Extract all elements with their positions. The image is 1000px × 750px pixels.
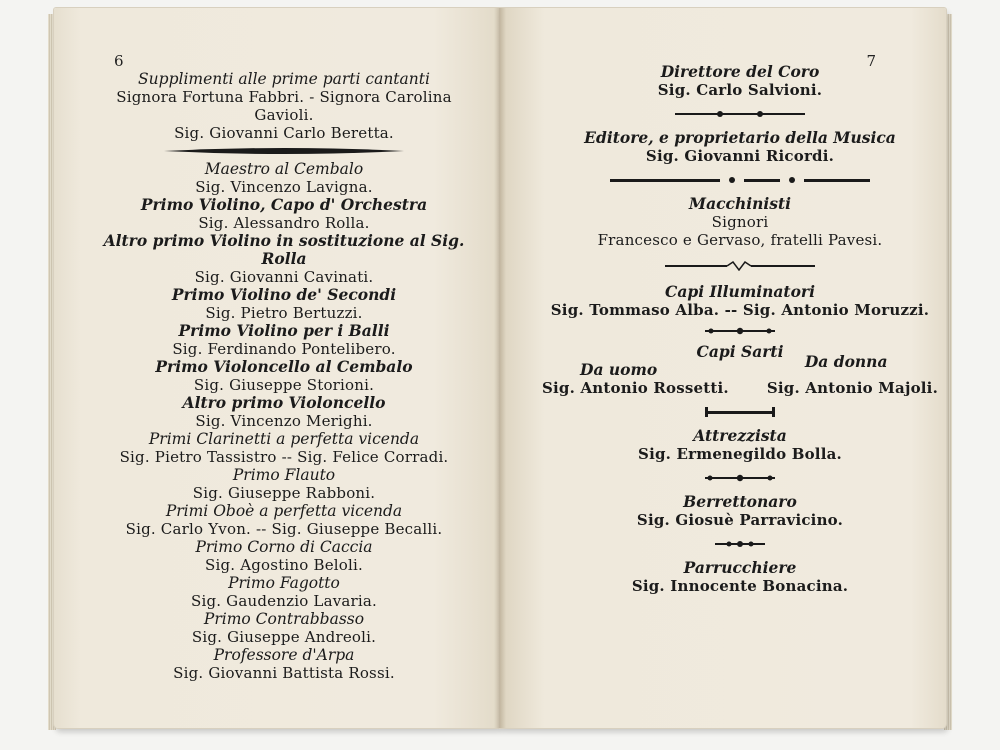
person-name: Sig. Giovanni Battista Rossi. bbox=[173, 664, 395, 682]
right-page-staff-list bbox=[540, 63, 940, 595]
person-name: Sig. Pietro Tassistro -- Sig. Felice Corradi. bbox=[119, 448, 449, 466]
entry-oboe bbox=[94, 502, 474, 538]
role-title: Primo Violino de' Secondi bbox=[171, 285, 397, 304]
person-name: Sig. Vincenzo Merighi. bbox=[195, 412, 373, 430]
role-title: Maestro al Cembalo bbox=[204, 160, 364, 178]
macchinisti-title: Signori bbox=[711, 213, 769, 231]
person-name: Sig. Pietro Bertuzzi. bbox=[205, 304, 363, 322]
entry-primo-violino bbox=[94, 196, 474, 232]
person-name: Signora Fortuna Fabbri. - Signora Carolina Gavioli. bbox=[116, 88, 452, 124]
entry-supplimenti bbox=[94, 70, 474, 142]
sarti-uomo-name: Sig. Antonio Rossetti. bbox=[542, 379, 729, 397]
sarti-uomo bbox=[542, 361, 729, 397]
person-name: Sig. Agostino Beloli. bbox=[205, 556, 363, 574]
ornament-divider bbox=[540, 99, 940, 129]
person-name: Sig. Alessandro Rolla. bbox=[198, 214, 370, 232]
role-title: Primo Violoncello al Cembalo bbox=[155, 357, 413, 376]
role-title: Primo Violino per i Balli bbox=[178, 321, 390, 340]
role-attrezzista: Attrezzista bbox=[693, 426, 787, 445]
right-page bbox=[500, 8, 946, 728]
sarti-donna-name: Sig. Antonio Majoli. bbox=[766, 379, 938, 397]
entry-altro-violoncello bbox=[94, 394, 474, 430]
sarti-uomo-label: Da uomo bbox=[580, 360, 658, 379]
entry-altro-primo-violino bbox=[94, 232, 474, 286]
person-name: Sig. Vincenzo Lavigna. bbox=[195, 178, 373, 196]
entry-flauto bbox=[94, 466, 474, 502]
role-editore: Editore, e proprietario della Musica bbox=[584, 128, 896, 147]
name-attrezzista: Sig. Ermenegildo Bolla. bbox=[638, 445, 842, 463]
role-title: Primo Flauto bbox=[232, 466, 336, 484]
left-page-cast-list bbox=[94, 70, 474, 682]
person-name: Sig. Giovanni Carlo Beretta. bbox=[174, 124, 394, 142]
person-name: Sig. Carlo Yvon. -- Sig. Giuseppe Becalli. bbox=[125, 520, 443, 538]
role-direttore-coro: Direttore del Coro bbox=[660, 62, 820, 81]
role-macchinisti: Macchinisti bbox=[688, 194, 792, 213]
name-illuminatori: Sig. Tommaso Alba. -- Sig. Antonio Moruzzi. bbox=[550, 301, 930, 319]
ornament-divider bbox=[94, 142, 474, 160]
person-name: Sig. Giuseppe Storioni. bbox=[193, 376, 375, 394]
ornament-divider bbox=[540, 249, 940, 283]
person-name: Sig. Giuseppe Rabboni. bbox=[192, 484, 376, 502]
ornament-divider bbox=[540, 397, 940, 427]
role-title: Primo Fagotto bbox=[228, 574, 340, 592]
name-direttore-coro: Sig. Carlo Salvioni. bbox=[657, 81, 823, 99]
role-title: Primo Corno di Caccia bbox=[195, 538, 373, 556]
role-title: Altro primo Violino in sostituzione al Sig. Rolla bbox=[103, 231, 465, 268]
entry-violino-secondi bbox=[94, 286, 474, 322]
entry-contrabbasso bbox=[94, 610, 474, 646]
name-editore: Sig. Giovanni Ricordi. bbox=[645, 147, 835, 165]
entry-clarinetti bbox=[94, 430, 474, 466]
role-title: Supplimenti alle prime parti cantanti bbox=[138, 70, 430, 88]
role-berrettonaro: Berrettonaro bbox=[683, 492, 797, 511]
name-berrettonaro: Sig. Giosuè Parravicino. bbox=[636, 511, 844, 529]
entry-fagotto bbox=[94, 574, 474, 610]
role-title: Primi Oboè a perfetta vicenda bbox=[165, 502, 403, 520]
ornament-divider bbox=[540, 529, 940, 559]
entry-violoncello-cembalo bbox=[94, 358, 474, 394]
entry-violino-balli bbox=[94, 322, 474, 358]
ornament-divider bbox=[540, 463, 940, 493]
role-title: Professore d'Arpa bbox=[213, 646, 355, 664]
page-number-left: 6 bbox=[114, 52, 124, 70]
name-parrucchiere: Sig. Innocente Bonacina. bbox=[631, 577, 849, 595]
left-page bbox=[54, 8, 500, 728]
role-title: Primo Violino, Capo d' Orchestra bbox=[140, 195, 428, 214]
ornament-divider bbox=[540, 165, 940, 195]
open-libretto bbox=[48, 8, 952, 742]
role-capi-sarti: Capi Sarti bbox=[696, 342, 784, 361]
entry-corno bbox=[94, 538, 474, 574]
entry-maestro-cembalo bbox=[94, 160, 474, 196]
name-macchinisti: Francesco e Gervaso, fratelli Pavesi. bbox=[597, 231, 883, 249]
ornament-divider bbox=[540, 319, 940, 343]
sarti-columns bbox=[540, 352, 940, 397]
page-number-right: 7 bbox=[866, 52, 876, 70]
person-name: Sig. Giuseppe Andreoli. bbox=[191, 628, 377, 646]
role-title: Primi Clarinetti a perfetta vicenda bbox=[148, 430, 420, 448]
role-title: Altro primo Violoncello bbox=[182, 393, 386, 412]
entry-arpa bbox=[94, 646, 474, 682]
person-name: Sig. Giovanni Cavinati. bbox=[194, 268, 374, 286]
person-name: Sig. Gaudenzio Lavaria. bbox=[190, 592, 378, 610]
person-name: Sig. Ferdinando Pontelibero. bbox=[172, 340, 396, 358]
book-spine-shadow bbox=[494, 8, 506, 728]
role-title: Primo Contrabbasso bbox=[203, 610, 365, 628]
sarti-donna-label: Da donna bbox=[804, 352, 888, 371]
role-parrucchiere: Parrucchiere bbox=[683, 558, 797, 577]
sarti-donna bbox=[766, 352, 938, 397]
role-capi-illuminatori: Capi Illuminatori bbox=[665, 282, 815, 301]
